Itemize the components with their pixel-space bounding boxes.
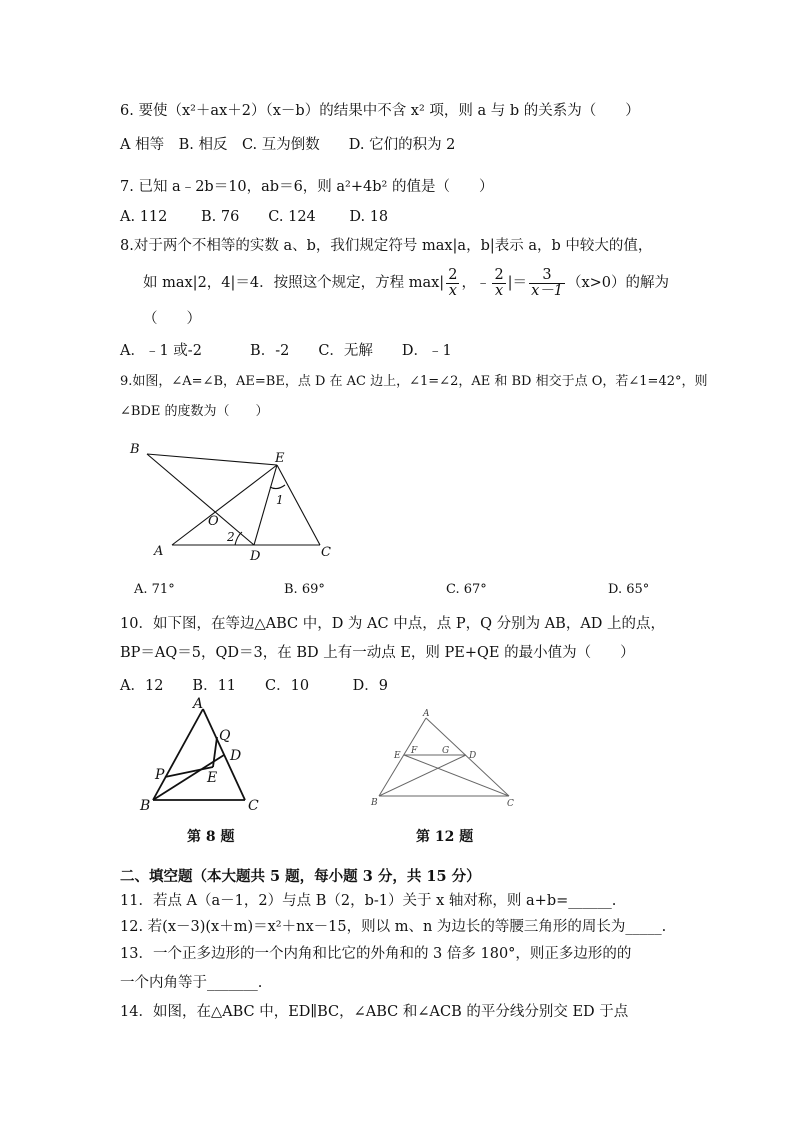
fig8-label-a: A (193, 696, 204, 712)
q8-options: A．﹣1 或-2 B．-2 C．无解 D．﹣1 (120, 343, 452, 359)
fig12-label-a: A (423, 709, 430, 719)
q9-label-d: D (250, 549, 261, 564)
fig12-label-f: F (411, 746, 418, 756)
fig8-segment-qe (213, 737, 217, 767)
q12: 12. 若(x－3)(x＋m)＝x²＋nx－15，则以 m、n 为边长的等腰三角形的周长为_____. (120, 919, 667, 935)
fig12-label-c: C (507, 799, 514, 809)
fig8-label-b: B (140, 798, 151, 814)
q9-label-b: B (130, 442, 140, 457)
q9-option-b: B. 69° (284, 582, 325, 597)
q9-segment-de (254, 465, 277, 545)
q8-frac2-den: x (494, 282, 504, 299)
q9-label-e: E (275, 451, 285, 466)
fig8-label-q: Q (219, 728, 231, 744)
q9-angle-1-arc (270, 485, 285, 489)
q9-segment-be (147, 454, 277, 465)
q9-label-c: C (321, 545, 331, 560)
q8-frac3-den: x－1 (531, 282, 563, 299)
q8-frac2-num: 2 (494, 266, 504, 283)
fig12-label-g: G (442, 746, 450, 756)
q13-line-2: 一个内角等于_______. (120, 975, 263, 991)
q8-frac1-den: x (448, 282, 457, 299)
fig8-label-d: D (230, 748, 242, 764)
q9-segment-bd (147, 454, 254, 545)
q9-segment-ae (172, 465, 277, 545)
fig12-side-ac (426, 718, 509, 796)
q9-option-c: C. 67° (446, 582, 487, 597)
q8-frac1-num: 2 (448, 266, 458, 283)
q9-label-angle-1: 1 (276, 493, 284, 507)
fig8-label-p: P (155, 767, 165, 783)
q9-label-a: A (154, 544, 164, 559)
fig12-side-ab (379, 718, 426, 796)
q8-line2-b: ，﹣ (461, 275, 491, 291)
q8-fraction-3 (529, 268, 565, 299)
q8-stem: 8.对于两个不相等的实数 a、b，我们规定符号 max|a，b|表示 a，b 中较大的值， (120, 238, 653, 254)
q14: 14．如图，在△ABC 中，ED∥BC，∠ABC 和∠ACB 的平分线分别交 ED 于点 (120, 1004, 629, 1020)
q6-options: A 相等 B. 相反 C. 互为倒数 D. 它们的积为 2 (120, 137, 456, 153)
q8-line2-c: |＝ (507, 275, 528, 291)
section-2-title: 二、填空题（本大题共 5 题，每小题 3 分，共 15 分） (120, 868, 481, 885)
q7-stem: 7. 已知 a﹣2b＝10，ab＝6，则 a²+4b² 的值是（ ） (120, 179, 494, 195)
q9-stem-2: ∠BDE 的度数为（ ） (120, 404, 269, 419)
q9-option-a: A. 71° (134, 582, 175, 597)
fig12-label-b: B (371, 798, 378, 808)
q6-stem: 6. 要使（x²＋ax＋2）（x－b）的结果中不含 x² 项，则 a 与 b 的关系为（ ） (120, 103, 640, 119)
fig8-side-ab (153, 709, 203, 800)
q9-stem: 9.如图，∠A=∠B，AE=BE，点 D 在 AC 边上，∠1=∠2，AE 和 BD 相交于点 O，若∠1=42°，则 (120, 374, 708, 389)
q9-option-d: D. 65° (608, 582, 650, 597)
q8-frac3-num: 3 (529, 268, 565, 284)
caption-figure-8: 第 8 题 (187, 829, 235, 845)
q9-label-o: O (208, 514, 219, 529)
caption-figure-12: 第 12 题 (416, 829, 474, 845)
fig12-bisector-c (404, 755, 509, 796)
q10-stem: 10．如下图，在等边△ABC 中，D 为 AC 中点，点 P，Q 分别为 AB，AD 上的点， (120, 616, 666, 632)
q8-answer-paren: （ ） (143, 311, 201, 327)
fig8-label-c: C (248, 798, 259, 814)
fig8-segment-pe (165, 767, 213, 777)
q9-label-angle-2: 2 (227, 530, 235, 544)
q8-line2-a: 如 max|2，4|＝4．按照这个规定，方程 max| (143, 275, 445, 291)
q10-options: A．12 B．11 C．10 D．9 (120, 678, 388, 694)
q8-fraction-1 (446, 268, 459, 299)
figure-8 (135, 695, 275, 820)
fig12-label-e: E (394, 751, 401, 761)
q7-options: A. 112 B. 76 C. 124 D. 18 (120, 209, 389, 225)
q8-fraction-2 (492, 268, 505, 299)
q8-line2-d: （x>0）的解为 (566, 275, 670, 291)
fig12-label-d: D (469, 751, 477, 761)
q13: 13．一个正多边形的一个内角和比它的外角和的 3 倍多 180°，则正多边形的的 (120, 946, 632, 962)
q11: 11．若点 A（a－1，2）与点 B（2，b-1）关于 x 轴对称，则 a+b=______. (120, 893, 617, 909)
fig12-bisector-b (379, 755, 466, 796)
figure-12 (366, 702, 526, 812)
q8-equation-line (143, 265, 669, 301)
q9-figure (120, 432, 350, 567)
q10-stem-2: BP＝AQ＝5，QD＝3，在 BD 上有一动点 E，则 PE+QE 的最小值为（ ） (120, 645, 635, 661)
fig8-label-e: E (207, 770, 218, 786)
